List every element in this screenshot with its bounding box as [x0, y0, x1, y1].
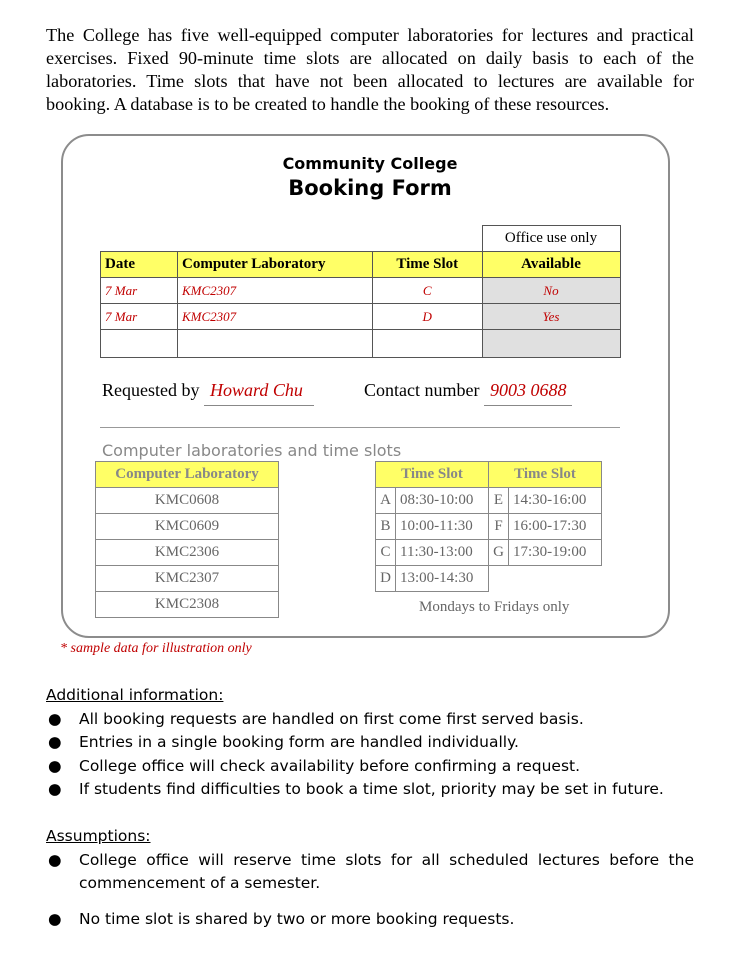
lab-item: KMC2308 [96, 592, 279, 618]
time-slot-table [375, 461, 602, 592]
lab-item: KMC2306 [96, 540, 279, 566]
row-available: No [482, 278, 620, 304]
form-organization: Community College [282, 154, 458, 173]
list-item: ● Entries in a single booking form are handled individually. [48, 733, 519, 751]
slot-time: 14:30-16:00 [509, 488, 602, 514]
header-available: Available [482, 252, 620, 278]
weekdays-note: Mondays to Fridays only [419, 599, 570, 615]
list-item: ● All booking requests are handled on first come first served basis. [48, 709, 584, 728]
empty-cell [373, 330, 483, 358]
header-lab: Computer Laboratory [178, 252, 373, 278]
lab-list-table [95, 461, 279, 618]
slot-time: 16:00-17:30 [509, 514, 602, 540]
slot-header-right: Time Slot [489, 462, 602, 488]
additional-heading: Additional information: [46, 686, 224, 704]
row-slot: C [373, 278, 483, 304]
slot-time: 17:30-19:00 [509, 540, 602, 566]
empty-cell [178, 330, 373, 358]
intro-paragraph: The College has five well-equipped computer laboratories for lectures and practical exercises. Fixed 90-minute time slots are allocated on daily basis to each of the laboratories. Time slots that have not been allocated to lectures are available for booking. A database is to be created to handle the booking of these resources. [46, 25, 694, 114]
lab-list-header: Computer Laboratory [96, 462, 279, 488]
requested-by [102, 380, 314, 406]
slot-time: 13:00-14:30 [396, 566, 489, 592]
slot-code: F [489, 514, 509, 540]
slot-code: G [489, 540, 509, 566]
office-use-label: Office use only [482, 226, 620, 252]
lab-item: KMC0608 [96, 488, 279, 514]
list-item: ● College office will check availability before confirming a request. [48, 756, 581, 775]
contact-number-label: Contact number [364, 380, 480, 400]
list-item: ● No time slot is shared by two or more booking requests. [48, 909, 515, 928]
row-date: 7 Mar [101, 304, 178, 330]
lab-item: KMC0609 [96, 514, 279, 540]
slot-code: B [376, 514, 396, 540]
requested-by-value: Howard Chu [204, 380, 314, 406]
slot-header-left: Time Slot [376, 462, 489, 488]
table-row-empty [101, 330, 621, 358]
additional-information [46, 684, 706, 802]
form-title: Booking Form [288, 176, 452, 200]
contact-number-value: 9003 0688 [484, 380, 573, 406]
row-slot: D [373, 304, 483, 330]
table-row [101, 278, 621, 304]
assumptions-heading: Assumptions: [46, 827, 151, 845]
header-slot: Time Slot [373, 252, 483, 278]
slot-time: 08:30-10:00 [396, 488, 489, 514]
row-lab: KMC2307 [178, 304, 373, 330]
divider [100, 427, 620, 428]
empty-cell [101, 330, 178, 358]
section-title: Computer laboratories and time slots [102, 441, 402, 460]
table-row [101, 304, 621, 330]
booking-table-header [101, 252, 621, 278]
slot-code: C [376, 540, 396, 566]
row-date: 7 Mar [101, 278, 178, 304]
list-item: ● College office will reserve time slots for all scheduled lectures before the commencement of a semester. [48, 850, 694, 892]
row-available: Yes [482, 304, 620, 330]
booking-table [100, 225, 621, 358]
slot-time: 10:00-11:30 [396, 514, 489, 540]
lab-item: KMC2307 [96, 566, 279, 592]
slot-code: E [489, 488, 509, 514]
slot-time: 11:30-13:00 [396, 540, 489, 566]
requested-by-label: Requested by [102, 380, 200, 400]
slot-code: D [376, 566, 396, 592]
header-date: Date [101, 252, 178, 278]
list-item: ● If students find difficulties to book a time slot, priority may be set in future. [48, 780, 664, 798]
sample-note: * sample data for illustration only [60, 641, 252, 656]
slot-code: A [376, 488, 396, 514]
contact-number [364, 380, 572, 406]
assumptions [46, 825, 694, 931]
empty-cell [482, 330, 620, 358]
row-lab: KMC2307 [178, 278, 373, 304]
